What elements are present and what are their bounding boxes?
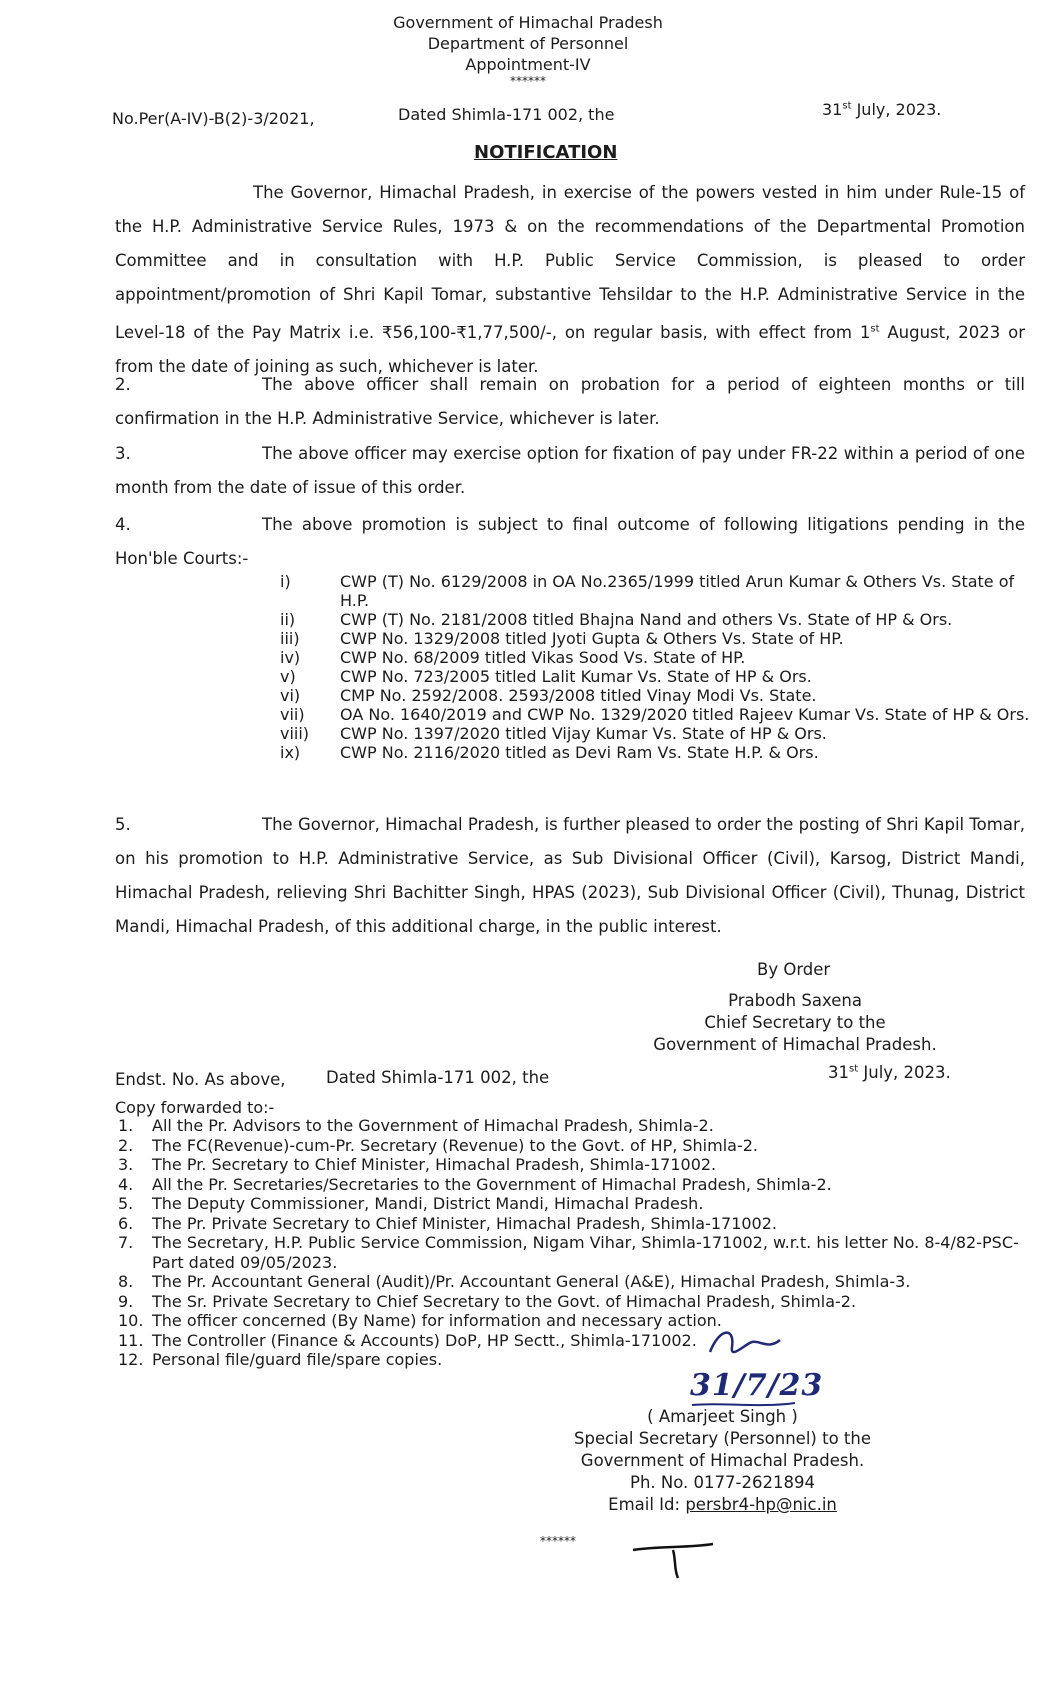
copy-text: The FC(Revenue)-cum-Pr. Secretary (Revenue) to the Govt. of HP, Shimla-2. [152,1135,758,1155]
paragraph-2: 2. The above officer shall remain on probation for a period of eighteen months or till confirmation in the H.P. Administrative Service, whichever is later. [115,375,1025,428]
copy-item [118,1350,1038,1370]
copy-number: 7. [118,1233,134,1252]
litigation-number: ii) [280,610,296,629]
litigation-text: CWP No. 2116/2020 titled as Devi Ram Vs. State H.P. & Ors. [340,743,819,762]
section-name: Appointment-IV [465,55,591,74]
litigation-item [280,648,1030,667]
litigation-number: iii) [280,629,300,648]
copy-number: 4. [118,1174,134,1194]
signatory-organisation: Government of Himachal Pradesh. [653,1035,937,1054]
copy-item [118,1311,1038,1331]
copy-text: The Pr. Secretary to Chief Minister, Himachal Pradesh, Shimla-171002. [152,1155,717,1174]
litigation-text: CWP (T) No. 2181/2008 titled Bhajna Nand and others Vs. State of HP & Ors. [340,610,953,629]
handwritten-signature [690,1322,800,1370]
litigation-number: ix) [280,743,301,762]
copy-text: The Pr. Private Secretary to Chief Minister, Himachal Pradesh, Shimla-171002. [152,1213,777,1233]
copy-item [118,1116,1038,1136]
copy-item [118,1194,1038,1214]
signatory-designation: Chief Secretary to the [704,1013,886,1032]
litigation-text: CWP No. 723/2005 titled Lalit Kumar Vs. State of HP & Ors. [340,667,812,686]
copy-forwarded-heading: Copy forwarded to:- [115,1098,275,1117]
endorsement-number: Endst. No. As above, [115,1070,286,1089]
litigation-item [280,667,1030,686]
signatory-phone: Ph. No. 0177-2621894 [630,1473,815,1492]
litigation-item [280,724,1030,743]
litigation-item [280,610,1030,629]
copy-text: The Controller (Finance & Accounts) DoP, HP Sectt., Shimla-171002. [152,1330,697,1350]
copy-text: The Pr. Accountant General (Audit)/Pr. Accountant General (A&E), Himachal Pradesh, Shimla-3. [152,1272,911,1291]
reference-dated: Dated Shimla-171 002, the [398,105,615,124]
litigation-item [280,686,1030,705]
litigation-number: v) [280,667,296,686]
page-title: NOTIFICATION [474,142,618,163]
litigation-list [280,572,1030,762]
copy-item [118,1155,1038,1175]
signatory-name: Prabodh Saxena [728,991,862,1010]
copy-item [118,1214,1038,1234]
endorsement-dated: Dated Shimla-171 002, the [326,1068,550,1087]
copy-number: 1. [118,1116,134,1135]
litigation-number: vi) [280,686,301,705]
copy-text: Personal file/guard file/spare copies. [152,1350,443,1369]
copy-text: The Secretary, H.P. Public Service Commission, Nigam Vihar, Shimla-171002, w.r.t. his letter No. 8-4/82-PSC-Part dated 09/05/2023. [152,1233,1019,1272]
copy-item [118,1175,1038,1195]
copy-number: 5. [118,1194,134,1213]
litigation-item [280,572,1030,610]
copy-text: The Sr. Private Secretary to Chief Secretary to the Govt. of Himachal Pradesh, Shimla-2. [152,1291,857,1311]
litigation-number: viii) [280,724,310,743]
header-stars: ****** [510,74,546,88]
paragraph-3: 3. The above officer may exercise option for fixation of pay under FR-22 within a period of one month from the date of issue of this order. [115,444,1025,497]
signatory-block-2 [570,1406,875,1516]
signatory-designation: Special Secretary (Personnel) to the [574,1429,871,1448]
litigation-text: OA No. 1640/2019 and CWP No. 1329/2020 titled Rajeev Kumar Vs. State of HP & Ors. [340,705,1030,724]
litigation-text: CWP No. 1329/2008 titled Jyoti Gupta & Others Vs. State of HP. [340,629,844,648]
copy-number: 6. [118,1213,134,1233]
litigation-item [280,743,1030,762]
handwritten-date: 31/7/23 [690,1368,824,1403]
department-name: Department of Personnel [427,34,629,53]
litigation-number: vii) [280,705,305,724]
copy-item [118,1272,1038,1292]
signatory-organisation: Government of Himachal Pradesh. [580,1451,865,1470]
copy-number: 10. [118,1311,144,1330]
litigation-text: CWP No. 68/2009 titled Vikas Sood Vs. State of HP. [340,648,746,667]
copy-item [118,1136,1038,1156]
endorsement-date: 31st July, 2023. [828,1063,951,1082]
copy-text: The Deputy Commissioner, Mandi, District Mandi, Himachal Pradesh. [152,1194,704,1213]
copy-item [118,1292,1038,1312]
litigation-item [280,629,1030,648]
by-order: By Order [757,960,831,979]
copy-number: 11. [118,1330,144,1350]
footer-pen-mark [628,1538,718,1588]
litigation-text: CWP (T) No. 6129/2008 in OA No.2365/1999 titled Arun Kumar & Others Vs. State of H.P. [340,572,1015,610]
copy-number: 9. [118,1291,134,1311]
reference-number: No.Per(A-IV)-B(2)-3/2021, [112,109,315,128]
footer-stars: ****** [540,1534,576,1548]
litigation-item [280,705,1030,724]
litigation-text: CWP No. 1397/2020 titled Vijay Kumar Vs. State of HP & Ors. [340,724,827,743]
email-link[interactable]: persbr4-hp@nic.in [685,1495,837,1514]
copy-item [118,1331,1038,1351]
signatory-block-1 [645,990,945,1056]
reference-date: 31st July, 2023. [822,100,942,119]
signatory-name: ( Amarjeet Singh ) [647,1407,798,1426]
signatory-email-line: Email Id: persbr4-hp@nic.in [608,1495,837,1514]
copy-text: All the Pr. Advisors to the Government of Himachal Pradesh, Shimla-2. [152,1116,714,1135]
copy-number: 8. [118,1272,134,1291]
government-name: Government of Himachal Pradesh [393,13,663,32]
litigation-number: i) [280,572,291,591]
copy-item [118,1233,1038,1272]
litigation-number: iv) [280,648,301,667]
copy-number: 12. [118,1350,144,1369]
copy-list [118,1116,1038,1370]
copy-number: 3. [118,1155,134,1174]
copy-text: All the Pr. Secretaries/Secretaries to the Government of Himachal Pradesh, Shimla-2. [152,1174,832,1194]
letterhead [0,12,1056,87]
litigation-text: CMP No. 2592/2008. 2593/2008 titled Vinay Modi Vs. State. [340,686,817,705]
paragraph-1: The Governor, Himachal Pradesh, in exercise of the powers vested in him under Rule-15 of the H.P. Administrative Service Rules, 1973 & on the recommendations of the Departmental Promotion Committee and in consultation with H.P. Public Service Commission, is pleased to order appointment/promotion of Shri Kapil Tomar, substantive Tehsildar to the H.P. Administrative Service in the Level-18 of the Pay Matrix i.e. ₹56,100-₹1,77,500/-, on regular basis, with effect from 1st August, 2023 or from the date of joining as such, whichever is later. [115,183,1025,376]
copy-number: 2. [118,1135,134,1155]
paragraph-4: 4. The above promotion is subject to final outcome of following litigations pending in the Hon'ble Courts:- [115,515,1025,568]
paragraph-5: 5. The Governor, Himachal Pradesh, is further pleased to order the posting of Shri Kapil Tomar, on his promotion to H.P. Administrative Service, as Sub Divisional Officer (Civil), Karsog, District Mandi, Himachal Pradesh, relieving Shri Bachitter Singh, HPAS (2023), Sub Divisional Officer (Civil), Thunag, District Mandi, Himachal Pradesh, of this additional charge, in the public interest. [115,815,1025,936]
copy-text: The officer concerned (By Name) for information and necessary action. [152,1311,722,1330]
